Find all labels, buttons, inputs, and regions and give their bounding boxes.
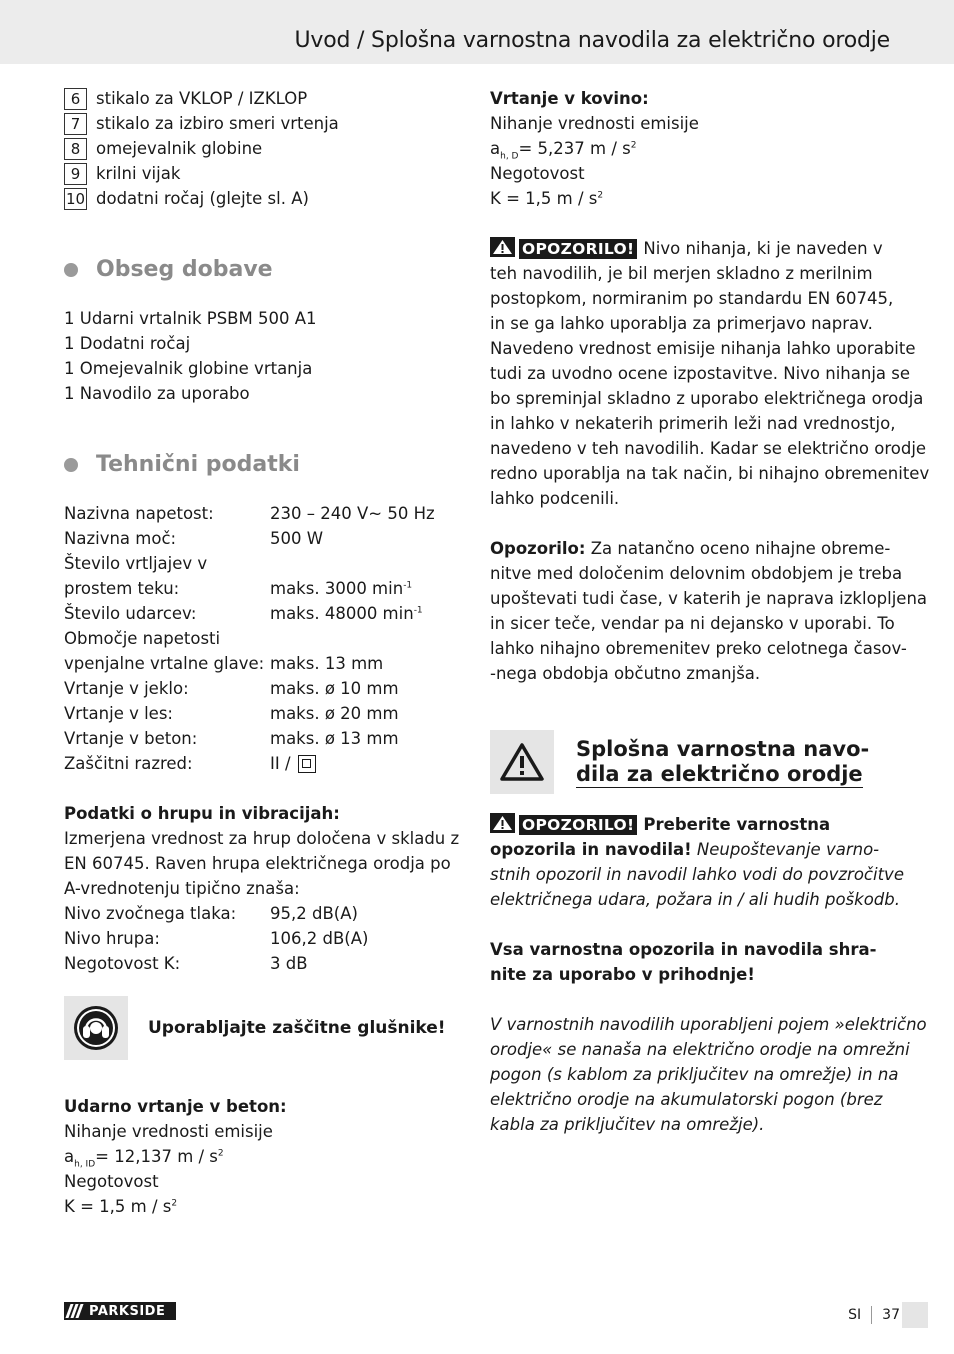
metal-heading: Vrtanje v kovino: [490,89,649,108]
ear-protection-label: Uporabljajte zaščitne glušnike! [148,1017,446,1038]
list-item [64,86,446,111]
spec-value [270,551,446,576]
part-number: 7 [64,113,87,135]
spec-value: 95,2 dB(A) [270,904,358,923]
text-line: električnega udara, požara in / ali hudih poškodb. [490,890,900,909]
part-label: krilni vijak [96,164,181,183]
spec-value: maks. ø 13 mm [270,729,399,748]
part-number: 9 [64,163,87,185]
text-line: nitve med določenim delovnim obdobjem je treba [490,564,903,583]
spec-value: 230 – 240 V~ 50 Hz [270,504,435,523]
spec-value: maks. 13 mm [270,654,384,673]
warning-triangle-icon [490,237,515,257]
text-line: stnih opozoril in navodil lahko vodi do povzročitve [490,865,904,884]
text-line: kabla za priključitev na omrežje). [490,1115,765,1134]
logo-stripes-icon [68,1304,83,1318]
spec-value: maks. 48000 $\min^{-1}$ [270,604,423,623]
text-line: redno uporablja na tak način, bi nihajno obremenitev [490,464,930,483]
ear-protection-icon [64,996,128,1060]
list-item: 1 Omejevalnik globine vrtanja [64,359,313,378]
text-line: nite za uporabo v prihodnje! [490,965,755,984]
text-line: upoštevati tudi čase, v katerih je naprava izklopljena [490,589,928,608]
text-line: Navedeno vrednost emisije nihanja lahko uporabite [490,339,916,358]
scope-heading [64,257,446,282]
concrete-heading: Udarno vrtanje v beton: [64,1097,287,1116]
section-title: Splošna varnostna navo- dila za električno orodje [576,736,870,786]
right-column [490,86,930,1137]
noise-heading: Podatki o hrupu in vibracijah: [64,804,340,823]
spec-label: Nivo zvočnega tlaka: [64,904,237,923]
term-definition [490,1012,927,1137]
spec-label: Zaščitni razred: [64,754,193,773]
safety-heading [490,730,890,794]
text-line: postopkom, normiranim po standardu EN 60745, [490,289,894,308]
text-line: električno orodje na akumulatorski pogon (brez [490,1090,883,1109]
text-line: Nihanje vrednosti emisije [490,114,699,133]
spec-label: Vrtanje v les: [64,704,173,723]
spec-label: Negotovost K: [64,954,181,973]
section-title: Obseg dobave [96,257,273,282]
list-item [64,186,446,211]
text-line: in lahko v nekaterih primerih leži nad vrednostjo, [490,414,896,433]
general-warning-icon [490,730,554,794]
text-line: lahko nihajno obremenitev preko celotnega časov- [490,639,907,658]
list-item: 1 Udarni vrtalnik PSBM 500 A1 [64,309,317,328]
list-item: 1 Navodilo za uporabo [64,384,250,403]
text-line: Negotovost [64,1172,159,1191]
text-line: V varnostnih navodilih uporabljeni pojem »električno [490,1015,927,1034]
warning-triangle-icon [490,813,515,833]
spec-value: 3 dB [270,954,308,973]
part-number: 10 [65,189,86,208]
warning-tag: OPOZORILO! [519,239,637,259]
spec-value: maks. ø 20 mm [270,704,399,723]
left-column [64,86,460,1219]
noise-table [64,901,446,976]
list-item [64,161,446,186]
text-line: orodje« se nanaša na električno orodje na omrežni [490,1040,910,1059]
protection-class-icon [298,755,316,773]
spec-label: Vrtanje v beton: [64,729,198,748]
spec-label: Nazivna napetost: [64,504,214,523]
page-tab [902,1302,928,1328]
text-line: Negotovost [490,164,585,183]
text-line: Izmerjena vrednost za hrup določena v skladu z [64,829,460,848]
list-item [64,136,446,161]
spec-label: Število udarcev: [64,604,197,623]
part-label: omejevalnik globine [96,139,263,158]
spec-value: maks. ø 10 mm [270,679,399,698]
spec-label: Vrtanje v jeklo: [64,679,189,698]
bullet-icon [64,263,78,277]
parkside-logo: PARKSIDE [64,1302,176,1320]
text-line: -nega obdobja občutno zmanjša. [490,664,761,683]
part-label: stikalo za izbiro smeri vrtenja [96,114,339,133]
text-line: EN 60745. Raven hrupa električnega orodja po [64,854,451,873]
bullet-icon [64,458,78,472]
spec-label: Število vrtljajev v [64,554,208,573]
section-title: Tehnični podatki [96,452,300,477]
spec-value: II / [270,751,446,776]
spec-value: 500 W [270,529,324,548]
text-line: pogon (s kablom za priključitev na omrežje) in na [490,1065,899,1084]
spec-label: prostem teku: [64,579,180,598]
spec-label: Nazivna moč: [64,529,177,548]
spec-label: vpenjalne vrtalne glave: [64,654,265,673]
text-line: A-vrednotenju tipično znaša: [64,879,300,898]
text-line: lahko podcenili. [490,489,620,508]
list-item [64,111,446,136]
text-line: Nihanje vrednosti emisije [64,1122,273,1141]
divider [871,1306,872,1324]
spec-label: Nivo hrupa: [64,929,160,948]
part-label: dodatni ročaj (glejte sl. A) [96,189,309,208]
spec-value [270,626,446,651]
part-number: 8 [64,138,87,160]
text-line: in sicer teče, vendar pa ni dejansko v uporabi. To [490,614,895,633]
spec-label: Območje napetosti [64,629,221,648]
spec-value: maks. 3000 $\min^{-1}$ [270,579,413,598]
warning-read-instructions: OPOZORILO! Preberite varnostna opozorila in navodila! Neupoštevanje varno- stnih opozoril in navodil lahko vodi do povzročitve električnega udara, požara in / ali hudih poškodb. [490,812,890,912]
tech-heading [64,452,446,477]
keep-instructions [490,937,890,987]
page-title: Uvod / Splošna varnostna navodila za električno orodje [294,28,890,53]
page-number: 37 [882,1307,900,1323]
part-label: stikalo za VKLOP / IZKLOP [96,89,308,108]
list-item: 1 Dodatni ročaj [64,334,191,353]
page-header [0,0,954,64]
text-line: Vsa varnostna opozorila in navodila shra- [490,940,877,959]
scope-list [64,306,446,406]
warning-tag: OPOZORILO! [519,815,637,835]
page-number-block [848,1302,900,1328]
ear-protection-notice [64,996,446,1060]
text-line: tudi za uvodno ocene izpostavitve. Nivo nihanja se [490,364,911,383]
warning-exposure: Opozorilo: Za natančno oceno nihajne obreme- nitve med določenim delovnim obdobjem je treba upoštevati tudi čase, v katerih je naprava izklopljena in sicer teče, vendar pa ni dejansko v uporabi. To lahko nihajno obremenitev preko celotnega časov- -nega obdobja občutno zmanjša. [490,536,890,686]
parts-list [64,86,446,211]
spec-value: 106,2 dB(A) [270,929,369,948]
emission-value: $a_{h, ID}= 12,137$ m / $s^2$ [64,1147,224,1170]
text-line: in se ga lahko uporablja za primerjavo naprav. [490,314,873,333]
tech-spec-table [64,501,446,776]
uncertainty-value: K = 1,5 m / $s^2$ [490,189,604,208]
language-code: SI [848,1307,862,1323]
text-line: navedeno v teh navodilih. Kadar se električno orodje [490,439,927,458]
uncertainty-value: K = 1,5 m / $s^2$ [64,1197,178,1216]
text-line: teh navodilih, je bil merjen skladno z merilnim [490,264,873,283]
text-line: bo spreminjal skladno z uporabo električnega orodja [490,389,924,408]
warning-vibration: OPOZORILO! Nivo nihanja, ki je naveden v teh navodilih, je bil merjen skladno z merilnim postopkom, normiranim po standardu EN 60745, in se ga lahko uporablja za primerjavo naprav. Navedeno vrednost emisije nihanja lahko uporabite tudi za uvodno ocene izpostavitve. Nivo nihanja se bo spreminjal skladno z uporabo električnega orodja in lahko v nekaterih primerih leži nad vrednostjo, navedeno v teh navodilih. Kadar se električno orodje redno uporablja na tak način, bi nihajno obremenitev lahko podcenili. [490,236,890,511]
part-number: 6 [64,88,87,110]
emission-value: $a_{h, D}= 5,237$ m / $s^2$ [490,139,637,162]
